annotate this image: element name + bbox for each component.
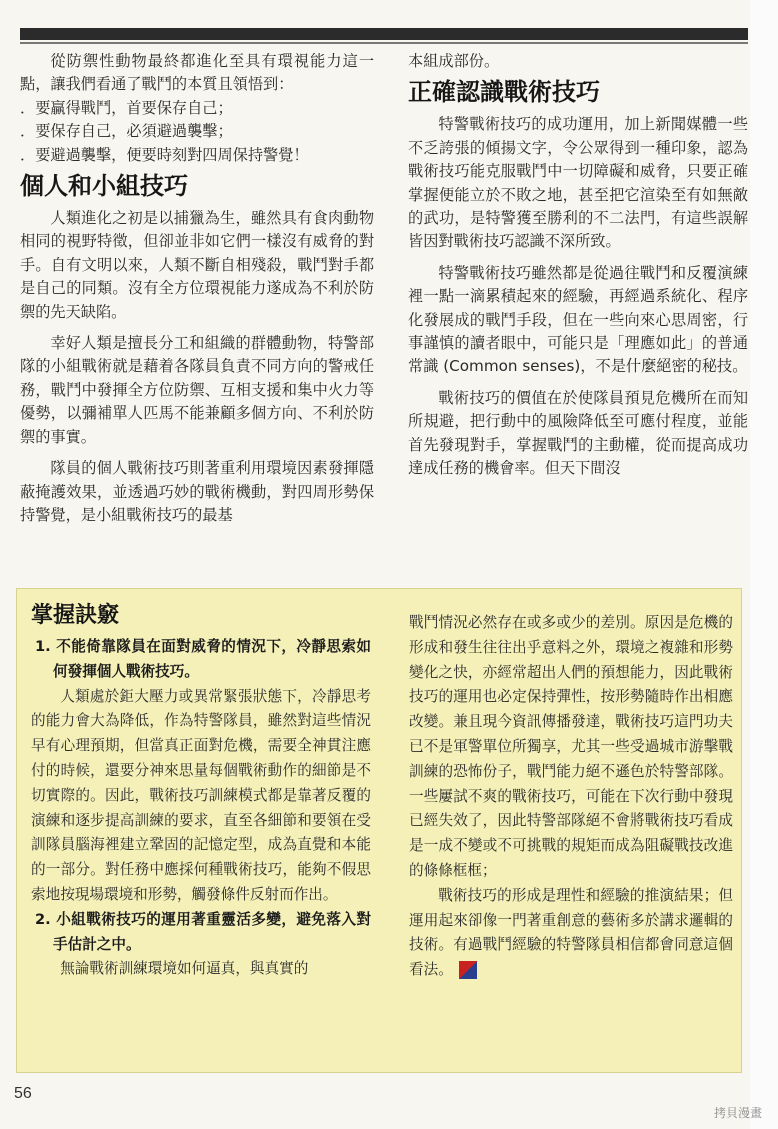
body-paragraph: 特警戰術技巧的成功運用，加上新聞媒體一些不乏誇張的傾揚文字，令公眾得到一種印象，認為戰術技巧能克服戰鬥中一切障礙和威脅，只要正確掌握便能立於不敗之地，甚至把它渲染至有如無敵的武功，是特警獲至勝利的不二法門，有這些誤解皆因對戰術技巧認識不深所致。 xyxy=(408,115,748,251)
header-rule-thin xyxy=(20,42,748,44)
tip-text: 人類處於鉅大壓力或異常緊張狀態下，冷靜思考的能力會大為降低，作為特警隊員，雖然對這些情況早有心理預期，但當真正面對危機，需要全神貫注應付的時候，還要分神來思量每個戰術動作的細節是不切實際的。因此，戰術技巧訓練模式都是靠著反覆的演練和逐步提高訓練的要求，直至各細節和要領在受訓隊員腦海裡建立鞏固的記憶定型，成為直覺和本能的一部分。對任務中應採何種戰術技巧，能夠不假思索地按現場環境和形勢，觸發條件反射而作出。 xyxy=(31,687,371,903)
tip-text: 戰鬥情況必然存在或多或少的差別。原因是危機的形成和發生往往出乎意料之外，環境之複雜和形勢變化之快，亦經常超出人們的預想能力，因此戰術技巧的運用也必定保持彈性，按形勢隨時作出相應改變。兼且現今資訊傳播發達，戰術技巧這門功夫已不是軍警單位所獨享，尤其一些受過城市游擊戰訓練的恐怖份子，戰鬥能力絕不遜色於特警部隊。一些屢試不爽的戰術技巧，可能在下次行動中發現已經失效了，因此特警部隊絕不會將戰術技巧看成是一成不變或不可挑戰的規矩而成為阻礙戰技改進的條條框框； xyxy=(409,614,733,879)
page-number: 56 xyxy=(14,1085,32,1102)
end-mark-icon xyxy=(459,961,477,979)
tip-text xyxy=(409,884,733,983)
panel-title: 掌握訣竅 xyxy=(31,603,120,628)
continuation-text: 本組成部份。 xyxy=(408,52,500,70)
body-paragraph: 隊員的個人戰術技巧則著重利用環境因素發揮隱蔽掩護效果，並透過巧妙的戰術機動，對四周形勢保持警覺，是小組戰術技巧的最基 xyxy=(20,459,374,524)
panel-right-column xyxy=(409,611,733,983)
section-heading: 正確認識戰術技巧 xyxy=(408,78,600,107)
intro-point: ．要贏得戰鬥，首要保存自己； xyxy=(20,98,233,117)
body-paragraph: 幸好人類是擅長分工和組織的群體動物，特警部隊的小組戰術就是藉着各隊員負責不同方向的警戒任務，戰鬥中發揮全方位防禦、互相支援和集中火力等優勢，以彌補單人匹馬不能兼顧多個方向、不利於防禦的事實。 xyxy=(20,334,374,446)
section-heading: 個人和小組技巧 xyxy=(20,172,188,201)
tip-heading: 2. 小組戰術技巧的運用著重靈活多變，避免落入對手估計之中。 xyxy=(35,910,371,953)
header-rule xyxy=(20,28,748,40)
tip-text-content: 戰術技巧的形成是理性和經驗的推演結果；但運用起來卻像一門著重創意的藝術多於講求邏輯的技術。有過戰鬥經驗的特警隊員相信都會同意這個看法。 xyxy=(409,886,733,979)
right-column xyxy=(408,50,748,481)
intro-point: ．要避過襲擊，便要時刻對四周保持警覺！ xyxy=(20,145,309,164)
intro-point: ．要保存自己，必須避過襲擊； xyxy=(20,122,233,141)
tips-panel xyxy=(16,588,742,1073)
body-paragraph: 戰術技巧的價值在於使隊員預見危機所在而知所規避，把行動中的風險降低至可應付程度，並能首先發現對手，掌握戰鬥的主動權，從而提高成功達成任務的機會率。但天下間沒 xyxy=(408,388,748,478)
watermark-text: 拷貝漫畫 xyxy=(714,1106,763,1120)
body-paragraph: 特警戰術技巧雖然都是從過往戰鬥和反覆演練裡一點一滴累積起來的經驗，再經過系統化、程序化發展成的戰鬥手段，但在一些向來心思周密，行事謹慎的讀者眼中，可能只是「理應如此」的普通常識 (Common senses)，不是什麼絕密的秘技。 xyxy=(408,263,748,376)
panel-left-column xyxy=(31,599,371,982)
tip-text: 無論戰術訓練環境如何逼真，與真實的 xyxy=(60,960,309,978)
body-paragraph: 人類進化之初是以捕獵為生，雖然具有食肉動物相同的視野特徵，但卻並非如它們一樣沒有威脅的對手。自有文明以來，人類不斷自相殘殺，戰鬥對手都是自己的同類。沒有全方位環視能力遂成為不利於防禦的先天缺陷。 xyxy=(20,209,374,321)
tip-heading: 1. 不能倚靠隊員在面對威脅的情況下，冷靜思索如何發揮個人戰術技巧。 xyxy=(35,638,371,680)
page-edge xyxy=(750,0,778,1129)
intro-paragraph: 從防禦性動物最終都進化至具有環視能力這一點，讓我們看通了戰鬥的本質且領悟到： xyxy=(20,52,374,94)
left-column xyxy=(20,50,374,527)
